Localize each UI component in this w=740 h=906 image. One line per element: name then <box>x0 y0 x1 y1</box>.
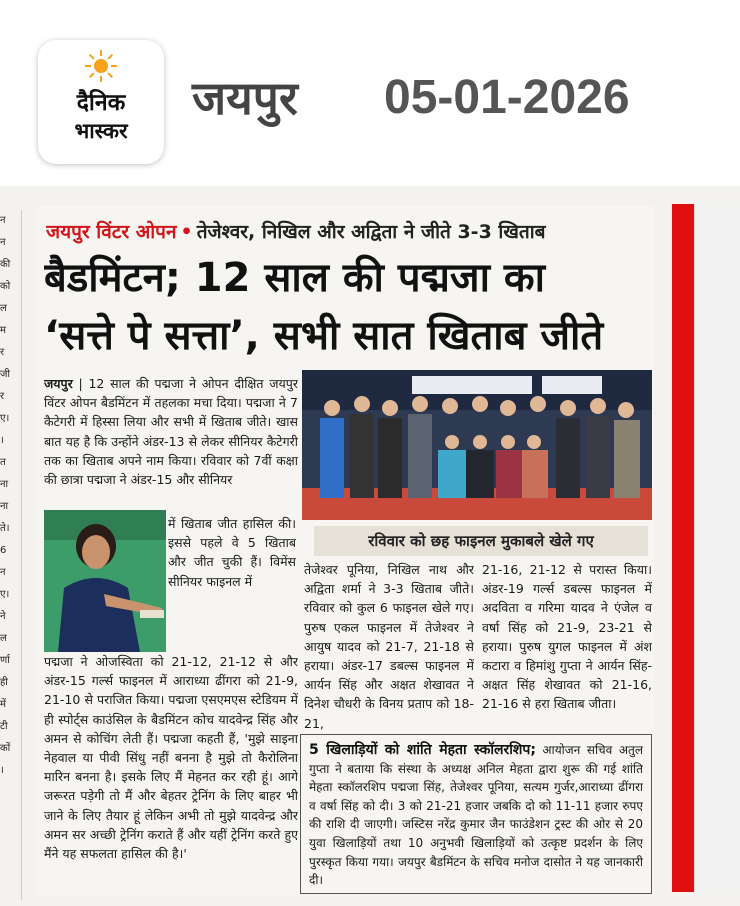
adjacent-column-fragment-line: र <box>0 347 5 358</box>
logo-text-line1: दैनिक <box>76 90 126 116</box>
award-ceremony-photo <box>302 370 652 520</box>
finals-results-column-1: तेजेश्वर पूनिया, निखिल नाथ और अद्विता शर्मा ने 3-3 खिताब जीते। रविवार को कुल 6 फाइनल खेले गए। पुरुष एकल फाइनल में तेजेश्वर ने आयुष यादव को 21-7, 21-18 से हराया। अंडर-17 डबल्स फाइनल में आर्यन सिंह और अक्षत शेखावत ने दिनेश चौधरी के विनय प्रताप को 18-21, <box>304 562 474 731</box>
adjacent-column-fragment-line: ते। <box>0 523 10 534</box>
adjacent-column-fragment-line: न <box>0 215 6 226</box>
headline-line-1: बैडमिंटन; 12 साल की पद्मजा का <box>44 255 545 301</box>
sun-icon <box>85 50 117 82</box>
padmaja-player-photo <box>44 510 166 652</box>
dateline: जयपुर <box>44 376 73 391</box>
adjacent-column-fragment-line: ल <box>0 303 7 314</box>
adjacent-column-fragment <box>0 210 22 900</box>
adjacent-column-fragment-line: ना <box>0 479 9 490</box>
adjacent-column-fragment-line: ए। <box>0 589 10 600</box>
adjacent-page-edge <box>694 204 740 892</box>
article-kicker <box>46 218 656 248</box>
adjacent-column-fragment-line: जी <box>0 369 11 380</box>
headline-line-2: ‘सत्ते पे सत्ता’, सभी सात खिताब जीते <box>44 313 604 359</box>
logo-text-line2: भास्कर <box>74 119 128 143</box>
scholarship-body: आयोजन सचिव अतुल गुप्ता ने बताया कि संस्था के अध्यक्ष अनिल मेहता द्वारा शुरू की गई शांति मेहता स्कॉलरशिप पद्मजा सिंह, तेजेश्वर पूनिया, सत्यम गुर्जर,आराध्या ढींगरा व वर्षा सिंह को दी। 3 को 21-21 हजार जबकि दो को 11-11 हजार रुपए की राशि दी जाएगी। जस्टिस नरेंद्र कुमार जैन फाउंडेशन ट्रस्ट की ओर से 20 युवा खिलाड़ियों तथा 10 अनुभवी खिलाड़ियों को उत्कृष्ट प्रदर्शन के लिए पुरस्कृत किया गया। जयपुर बैडमिंटन के सचिव मनोज दासोत ने यह जानकारी दी। <box>309 743 643 888</box>
adjacent-column-fragment-line: त <box>0 457 6 468</box>
adjacent-column-fragment-line: । <box>0 765 4 776</box>
article-intro-paragraph <box>44 374 298 516</box>
scholarship-box-text <box>309 741 643 891</box>
edition-city: जयपुर <box>192 71 298 125</box>
adjacent-column-fragment-line: न <box>0 567 6 578</box>
adjacent-column-fragment-line: की <box>0 259 11 270</box>
adjacent-column-fragment-line: र्णा <box>0 655 10 666</box>
article-main-paragraph: पद्मजा ने ओजस्विता को 21-12, 21-12 से और अंडर-15 गर्ल्स फाइनल में आराध्या ढींगरा को 21-9, 21-10 से पराजित किया। पद्मजा एसएमएस स्टेडियम में ही स्पोर्ट्स काउंसिल के बैडमिंटन कोच यादवेन्द्र सिंह और अमन से कोचिंग लेती हैं। पद्मजा कहती हैं, 'मुझे साइना नेहवाल या पीवी सिंधु नहीं बनना है मुझे तो कैरोलिना मारिन बनना है। इसके लिए मैं मेहनत कर रही हूं। आगे जरूरत पड़ेगी तो मैं और बेहतर ट्रेनिंग के लिए बाहर भी जाने के लिए तैयार हूं लेकिन अभी तो मुझे यादवेन्द्र और अमन सर अच्छी ट्रेनिंग कराते हैं और यहीं ट्रेनिंग करते हुए मैंने यह सफलता हासिल की है।' <box>44 654 298 862</box>
scholarship-box <box>300 734 652 894</box>
adjacent-column-fragment-line: 6 <box>0 545 7 556</box>
adjacent-column-fragment-line: को <box>0 281 11 292</box>
adjacent-column-fragment-line: ही <box>0 677 8 688</box>
adjacent-column-fragment-line: र <box>0 391 5 402</box>
adjacent-column-fragment-line: कों <box>0 743 11 754</box>
article-intro-wrap-text: में खिताब जीत हासिल की। इससे पहले वे 5 खिताब और जीत चुकी हैं। विमेंस सीनियर फाइनल में <box>168 516 296 589</box>
adjacent-column-fragment-line: ना <box>0 501 9 512</box>
adjacent-column-fragment-line: ए। <box>0 413 10 424</box>
adjacent-column-fragment-line: ने <box>0 611 6 622</box>
adjacent-column-fragment-line: में <box>0 699 6 710</box>
section-subheading: रविवार को छह फाइनल मुकाबले खेले गए <box>314 526 648 556</box>
dainik-bhaskar-logo <box>38 40 164 164</box>
news-article <box>36 206 654 896</box>
kicker-subtitle: तेजेश्वर, निखिल और अद्विता ने जीते 3-3 खिताब <box>196 221 546 243</box>
adjacent-column-fragment-line: टी <box>0 721 8 732</box>
adjacent-column-fragment-line: ल <box>0 633 7 644</box>
kicker-bullet: • <box>180 221 193 243</box>
edition-date: 05-01-2026 <box>384 71 630 124</box>
adjacent-column-fragment-line: म <box>0 325 6 336</box>
adjacent-column-fragment-line: न <box>0 237 6 248</box>
adjacent-column-fragment-line: । <box>0 435 4 446</box>
kicker-event-name: जयपुर विंटर ओपन <box>46 221 177 243</box>
scholarship-heading: 5 खिलाड़ियों को शांति मेहता स्कॉलरशिप; <box>309 742 536 758</box>
adjacent-red-band <box>672 204 694 892</box>
intro-text: | 12 साल की पद्मजा ने ओपन दीक्षित जयपुर विंटर ओपन बैडमिंटन में तहलका मचा दिया। पद्मजा ने 7 कैटेगरी में हिस्सा लिया और सभी में खिताब जीते। खास बात यह है कि उन्होंने अंडर-13 से लेकर सीनियर कैटेगरी तक का खिताब अपने नाम किया। रविवार को 7वीं कक्षा की छात्रा पद्मजा ने अंडर-15 और सीनियर <box>44 376 298 488</box>
finals-results-column-2: 21-16, 21-12 से परास्त किया। अंडर-19 गर्ल्स डबल्स फाइनल में अदविता व गरिमा यादव ने एंजेल व वर्षा सिंह को 21-9, 23-21 से हराया। पुरुष युगल फाइनल में अंश कटारा व हिमांशु गुप्ता ने आर्यन सिंह-अक्षत सिंह शेखावत को 21-16, 21-16 से हरा खिताब जीता। <box>482 562 652 712</box>
